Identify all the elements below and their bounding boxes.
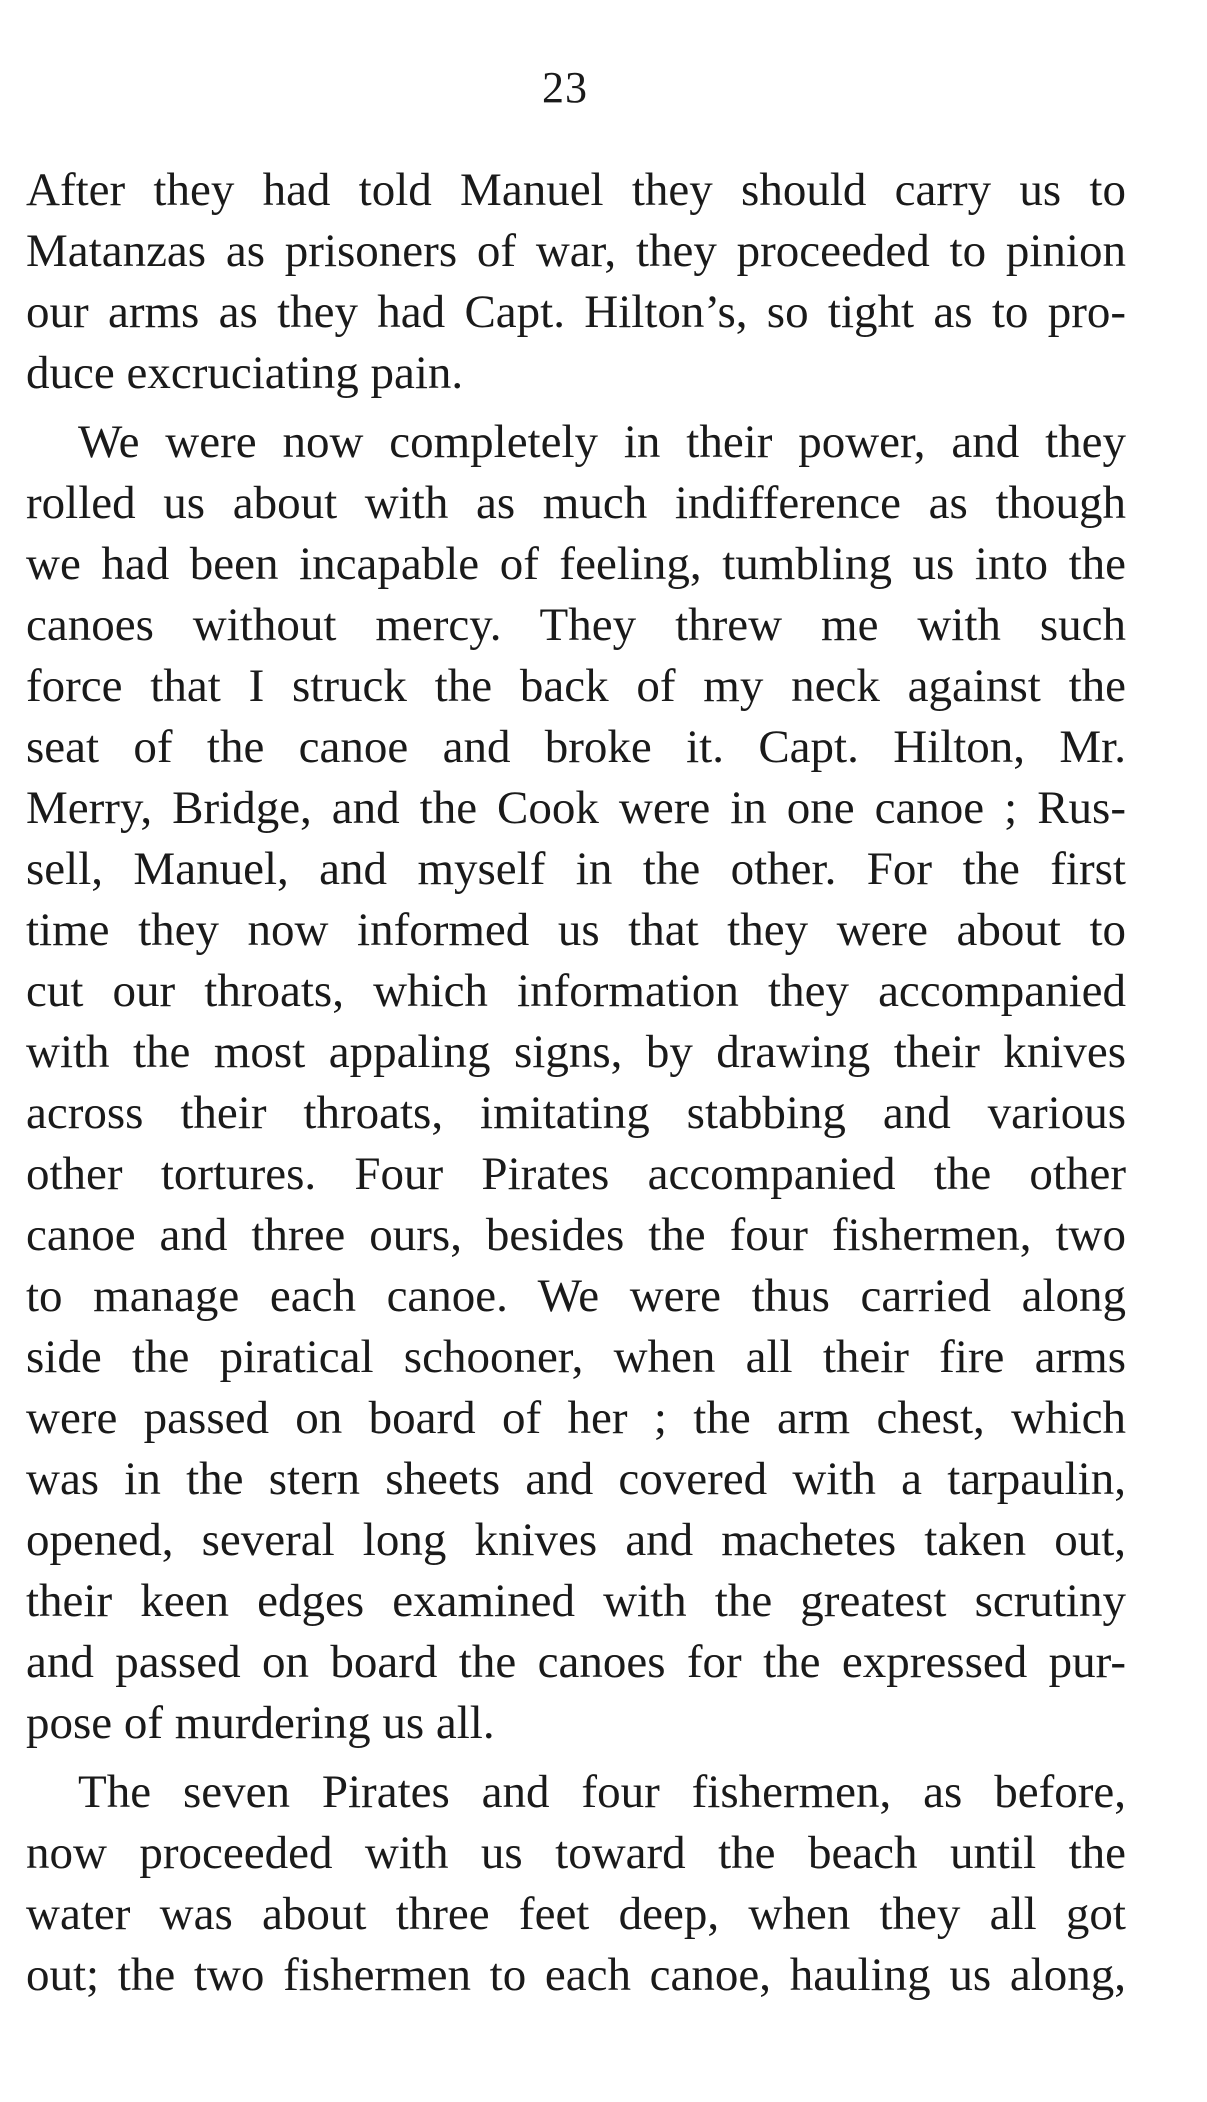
text-line: water was about three feet deep, when they all got [26,1888,1126,1940]
text-line: to manage each canoe. We were thus carried along [26,1270,1126,1322]
text-line: duce excruciating pain. [26,347,464,399]
text-line: out; the two fishermen to each canoe, hauling us along, [26,1949,1126,2001]
text-line: with the most appaling signs, by drawing their knives [26,1026,1126,1078]
text-line: their keen edges examined with the greatest scrutiny [26,1575,1126,1627]
text-line: canoes without mercy. They threw me with such [26,599,1126,651]
text-line: we had been incapable of feeling, tumbling us into the [26,538,1126,590]
paragraph [26,160,1126,404]
text-line: seat of the canoe and broke it. Capt. Hilton, Mr. [26,721,1126,773]
text-line: was in the stern sheets and covered with a tarpaulin, [26,1453,1126,1505]
text-line: other tortures. Four Pirates accompanied the other [26,1148,1126,1200]
text-line: Merry, Bridge, and the Cook were in one canoe ; Rus- [26,782,1126,834]
text-line: our arms as they had Capt. Hilton’s, so tight as to pro- [26,286,1126,338]
text-line: time they now informed us that they were about to [26,904,1126,956]
text-line: were passed on board of her ; the arm chest, which [26,1392,1126,1444]
text-line: and passed on board the canoes for the expressed pur- [26,1636,1126,1688]
text-line: across their throats, imitating stabbing and various [26,1087,1126,1139]
page-number: 23 [542,63,588,112]
text-line: opened, several long knives and machetes taken out, [26,1514,1126,1566]
text-line: sell, Manuel, and myself in the other. For the first [26,843,1126,895]
text-line: Matanzas as prisoners of war, they proceeded to pinion [26,225,1126,277]
text-line: cut our throats, which information they accompanied [26,965,1126,1017]
text-line: rolled us about with as much indifference as though [26,477,1126,529]
text-line: side the piratical schooner, when all their fire arms [26,1331,1126,1383]
paragraph [26,1762,1126,2006]
text-line: force that I struck the back of my neck against the [26,660,1126,712]
paragraph [26,412,1126,1754]
body-text [26,160,1126,2006]
text-line: now proceeded with us toward the beach until the [26,1827,1126,1879]
text-line: pose of murdering us all. [26,1697,495,1749]
text-line: The seven Pirates and four fishermen, as before, [78,1766,1126,1818]
text-line: After they had told Manuel they should carry us to [26,164,1126,216]
text-line: We were now completely in their power, and they [78,416,1126,468]
text-line: canoe and three ours, besides the four fishermen, two [26,1209,1126,1261]
